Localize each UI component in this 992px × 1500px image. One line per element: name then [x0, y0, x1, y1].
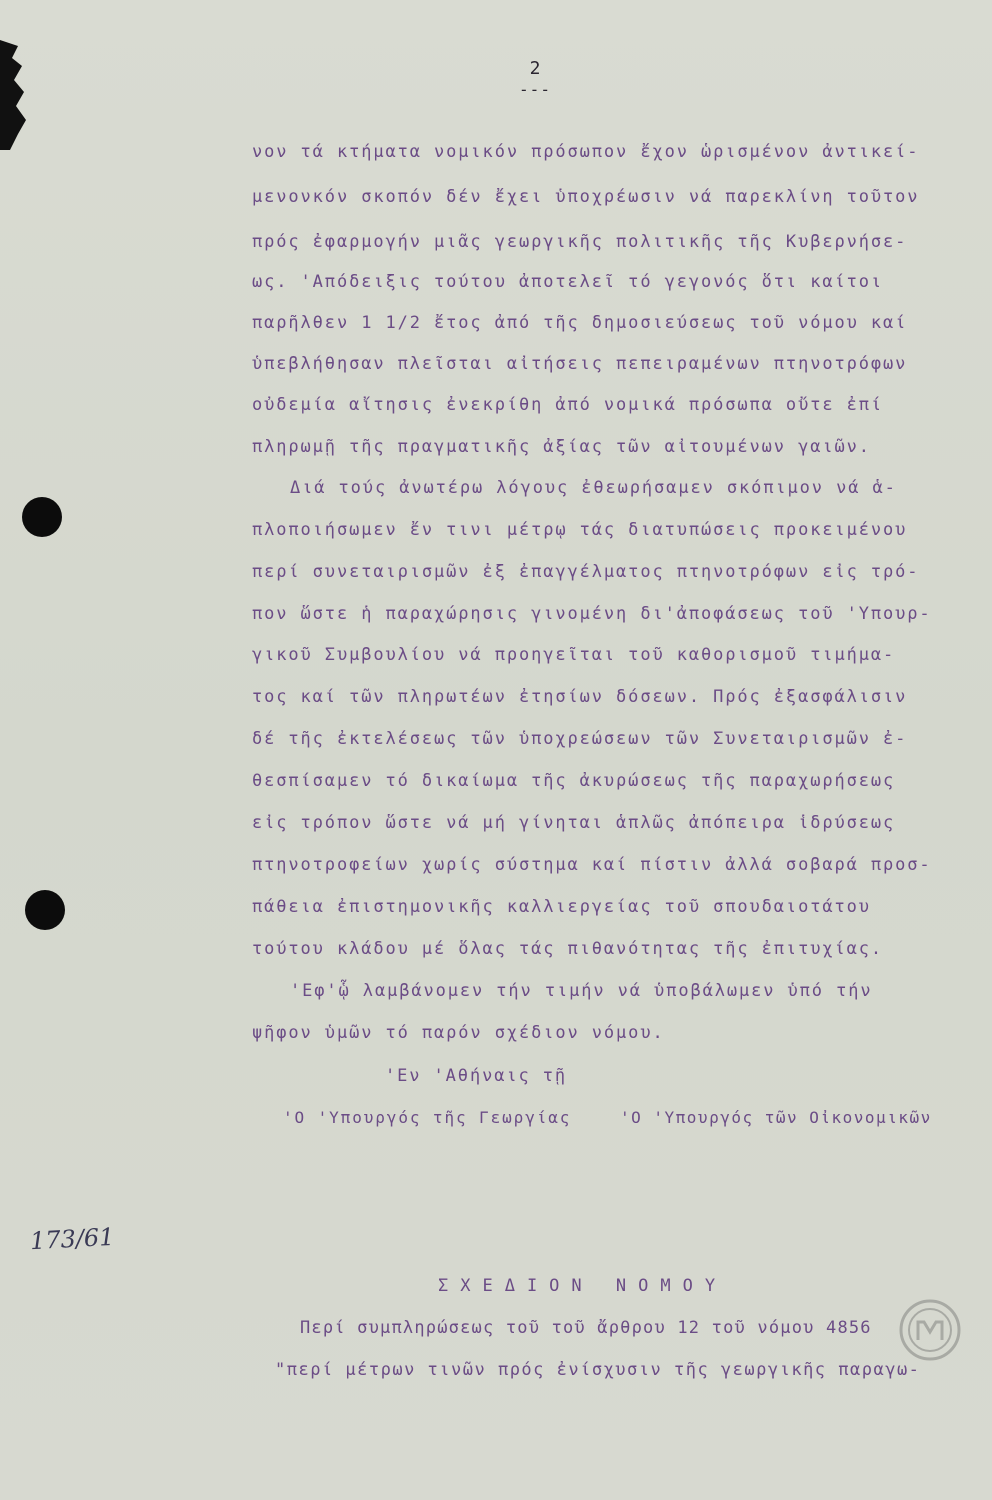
- body-line: πληρωμῇ τῆς πραγματικῆς ἀξίας τῶν αἰτουμένων γαιῶν.: [252, 437, 871, 457]
- punch-hole-top: [22, 497, 62, 537]
- body-line: πλοποιήσωμεν ἔν τινι μέτρῳ τάς διατυπώσεις προκειμένου: [252, 520, 908, 540]
- body-line: ψῆφον ὑμῶν τό παρόν σχέδιον νόμου.: [252, 1023, 665, 1043]
- body-line: πρός ἐφαρμογήν μιᾶς γεωργικῆς πολιτικῆς τῆς Κυβερνήσε-: [252, 232, 908, 252]
- body-line: γικοῦ Συμβουλίου νά προηγεῖται τοῦ καθορισμοῦ τιμήμα-: [252, 645, 896, 665]
- torn-edge-mark: [0, 40, 30, 150]
- body-line: νον τά κτήματα νομικόν πρόσωπον ἔχον ὡρισμένον ἀντικεί-: [252, 142, 920, 162]
- archive-number: 173/61: [29, 1222, 116, 1256]
- place-line: 'Εν 'Αθήναις τῇ: [385, 1066, 568, 1086]
- body-line: 'Εφ'ᾧ λαμβάνομεν τήν τιμήν νά ὑποβάλωμεν ὑπό τήν: [290, 981, 873, 1001]
- page-number-dash: ---: [519, 80, 551, 99]
- body-line: παρῆλθεν 1 1/2 ἔτος ἀπό τῆς δημοσιεύσεως τοῦ νόμου καί: [252, 313, 908, 333]
- body-line: εἰς τρόπον ὥστε νά μή γίνηται ἁπλῶς ἀπόπειρα ἱδρύσεως: [252, 813, 896, 833]
- draft-line: "περί μέτρων τινῶν πρός ἐνίσχυσιν τῆς γεωργικῆς παραγω-: [275, 1360, 921, 1380]
- body-line: πάθεια ἐπιστημονικῆς καλλιεργείας τοῦ σπουδαιοτάτου: [252, 897, 871, 917]
- signature-minister-agriculture: 'Ο 'Υπουργός τῆς Γεωργίας: [283, 1108, 572, 1127]
- signature-minister-finance: 'Ο 'Υπουργός τῶν Οἰκονομικῶν: [620, 1108, 932, 1127]
- archive-stamp: [898, 1298, 962, 1362]
- body-line: μενονκόν σκοπόν δέν ἔχει ὑποχρέωσιν νά παρεκλίνη τοῦτον: [252, 187, 920, 207]
- body-line: θεσπίσαμεν τό δικαίωμα τῆς ἀκυρώσεως τῆς παραχωρήσεως: [252, 771, 896, 791]
- body-line: περί συνεταιρισμῶν ἐξ ἐπαγγέλματος πτηνοτρόφων εἰς τρό-: [252, 562, 920, 582]
- body-line: Διά τούς ἀνωτέρω λόγους ἐθεωρήσαμεν σκόπιμον νά ἁ-: [290, 478, 897, 498]
- body-line: δέ τῆς ἐκτελέσεως τῶν ὑποχρεώσεων τῶν Συνεταιρισμῶν ἐ-: [252, 729, 908, 749]
- draft-line: Περί συμπληρώσεως τοῦ τοῦ ἄρθρου 12 τοῦ νόμου 4856: [300, 1318, 872, 1338]
- body-line: τούτου κλάδου μέ ὅλας τάς πιθανότητας τῆς ἐπιτυχίας.: [252, 939, 884, 959]
- punch-hole-bottom: [25, 890, 65, 930]
- draft-title: ΣΧΕΔΙΟΝ ΝΟΜΟΥ: [438, 1276, 728, 1296]
- body-line: οὐδεμία αἴτησις ἐνεκρίθη ἀπό νομικά πρόσωπα οὔτε ἐπί: [252, 395, 884, 415]
- page-number: 2: [529, 58, 541, 79]
- body-line: ὑπεβλήθησαν πλεῖσται αἰτήσεις πεπειραμένων πτηνοτρόφων: [252, 354, 908, 374]
- body-line: ως. 'Απόδειξις τούτου ἀποτελεῖ τό γεγονός ὅτι καίτοι: [252, 272, 884, 292]
- body-line: πτηνοτροφείων χωρίς σύστημα καί πίστιν ἀλλά σοβαρά προσ-: [252, 855, 932, 875]
- body-line: πον ὥστε ἡ παραχώρησις γινομένη δι'ἀποφάσεως τοῦ 'Υπουρ-: [252, 604, 932, 624]
- body-line: τος καί τῶν πληρωτέων ἐτησίων δόσεων. Πρός ἐξασφάλισιν: [252, 687, 908, 707]
